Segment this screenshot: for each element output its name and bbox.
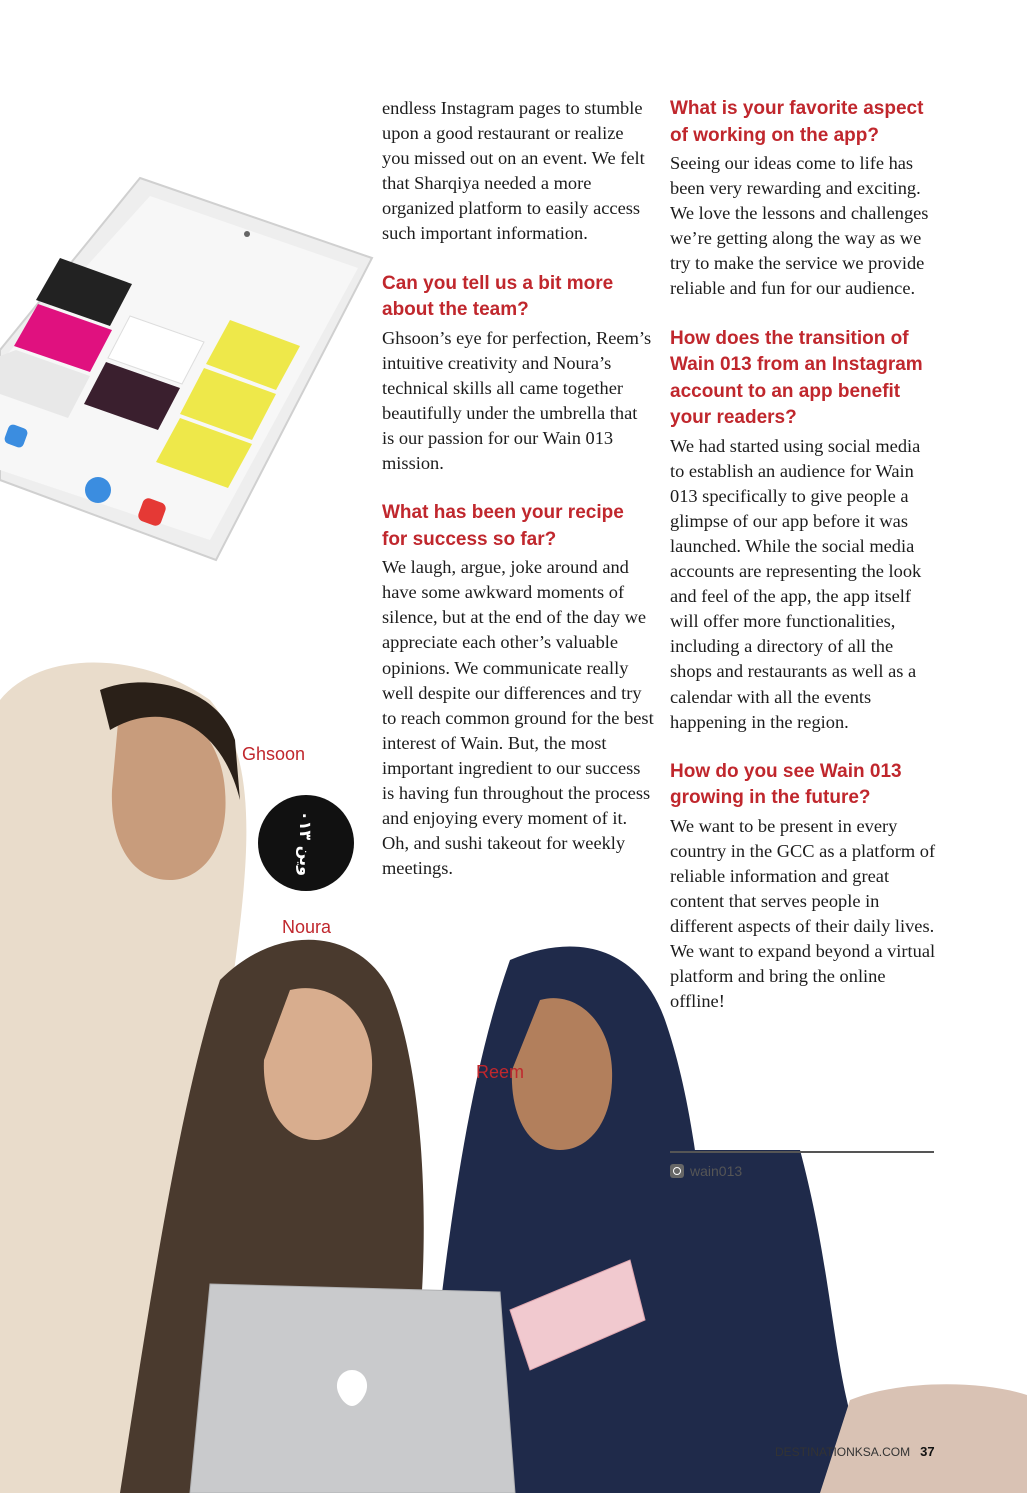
footer-site: DESTINATIONKSA.COM [775,1445,911,1459]
caption-reem: Reem [476,1062,525,1082]
tablet-image [0,178,372,560]
logo-text: وين ٠١٣ [296,810,316,876]
question-heading: What is your favorite aspect of working on the app? [670,98,924,146]
paragraph: Seeing our ideas come to life has been very rewarding and exciting. We love the lessons and challenges we’re getting along the way as we try to make the service we provide reliable and fun for our audience. [670,153,929,299]
social-handle [670,1163,742,1179]
handle-text: wain013 [690,1163,743,1179]
paragraph: We want to be present in every country in the GCC as a platform of reliable information and great content that serves people in different aspects of their daily lives. We want to expand beyond a virtual platform and bring the online offline! [670,814,938,1015]
caption-noura: Noura [282,917,332,937]
laptop-image [190,1284,515,1493]
page-footer [775,1444,935,1459]
question-heading: What has been your recipe for success so far? [382,502,624,550]
question-heading: How does the transition of Wain 013 from an Instagram account to an app benefit your readers? [670,327,923,429]
article-column-1 [382,96,654,881]
instagram-icon [670,1164,684,1178]
article-column-2 [670,96,938,1014]
paragraph: Ghsoon’s eye for perfection, Reem’s intuitive creativity and Noura’s technical skills all came together beautifully under the umbrella that is our passion for our Wain 013 mission. [382,327,652,474]
question-heading: How do you see Wain 013 growing in the future? [670,760,902,809]
caption-ghsoon: Ghsoon [242,744,306,764]
wain-logo [258,795,354,891]
page-number: 37 [920,1444,935,1459]
paragraph: We laugh, argue, joke around and have some awkward moments of silence, but at the end of the day we appreciate each other’s valuable opinions. We communicate really well despite our differences and try to reach common ground for the best interest of Wain. But, the most important ingredient to our success is having fun throughout the process and enjoying every moment of it. Oh, and sushi takeout for weekly meetings. [382,557,654,879]
question-heading: Can you tell us a bit more about the team? [382,272,614,321]
paragraph: We had started using social media to establish an audience for Wain 013 specifically to give people a glimpse of our app before it was launched. While the social media accounts are representing the look and feel of the app, the app itself will offer more functionalities, including a directory of all the shops and restaurants as well as a calendar with all the events happening in the region. [670,435,922,732]
paragraph: endless Instagram pages to stumble upon a good restaurant or realize you missed out on an event. We felt that Sharqiya needed a more organized platform to easily access such important information. [382,98,645,244]
divider-rule [670,1151,934,1153]
